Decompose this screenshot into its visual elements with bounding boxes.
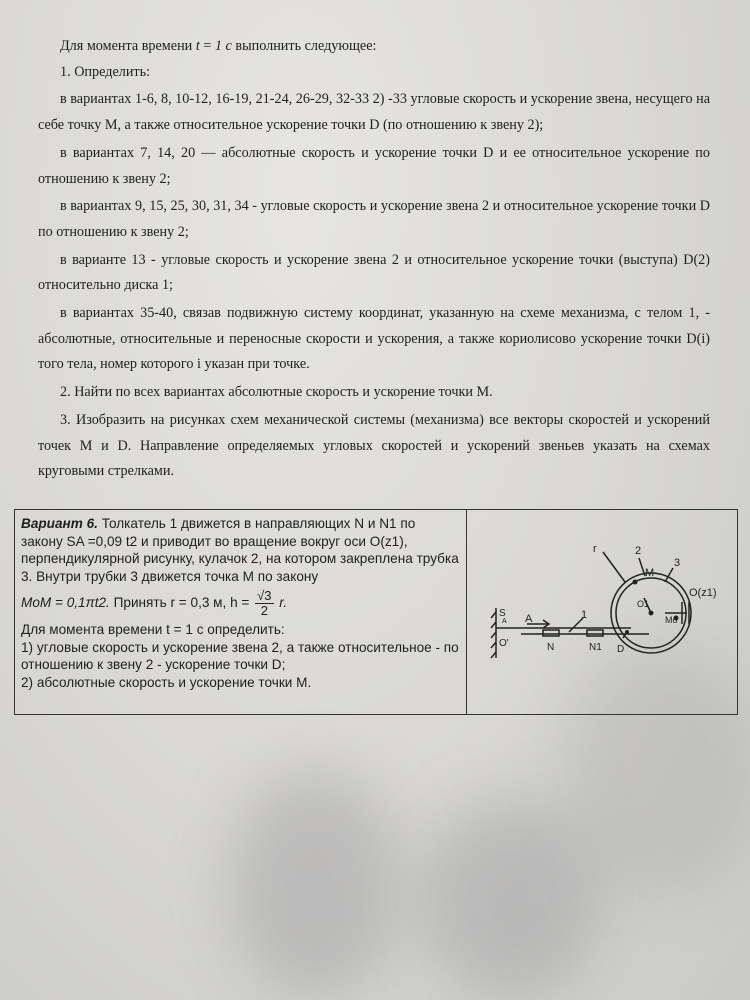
guide-N xyxy=(543,630,559,636)
label-S-sub: A xyxy=(502,618,507,625)
paragraph-variants-general: в вариантах 1-6, 8, 10-12, 16-19, 21-24, 26-29, 32-33 2) -33 угловые скорость и ускорение звена, несущего на себе точку М, а также относительное ускорение точки D (по отношению к звену 2); xyxy=(38,91,710,134)
label-1: 1 xyxy=(581,609,588,621)
instructions-block xyxy=(38,34,710,485)
law-lhs: MoM = 0,1πt2. xyxy=(21,595,110,611)
leader-3 xyxy=(665,568,673,582)
item1-title: 1. Определить: xyxy=(60,63,151,80)
axis-point-O1 xyxy=(649,611,654,616)
fraction-numerator: √3 xyxy=(257,588,272,603)
paragraph-variants-35-40: в вариантах 35-40, связав подвижную систему координат, указанную на схеме механизма, с телом 1, - абсолютные, относительные и переносные скорости и ускорения, а также кориолисово ускорение точки D(i) того тела, номер которого i указан при точке. xyxy=(38,305,710,373)
law-mid: Принять r = 0,3 м, h = xyxy=(113,595,250,611)
mechanism-diagram-cell xyxy=(469,510,737,714)
label-O1: O1 xyxy=(637,599,650,609)
label-Oz: O(z1) xyxy=(689,587,717,599)
label-D: D xyxy=(617,644,625,655)
label-N1: N1 xyxy=(589,642,602,653)
task-intro: Для момента времени t = 1 с определить: xyxy=(21,622,285,637)
fraction-denominator: 2 xyxy=(260,603,268,618)
variant-table xyxy=(14,509,738,715)
label-N: N xyxy=(547,642,555,653)
paragraph-variants-9-15: в вариантах 9, 15, 25, 30, 31, 34 - угловые скорость и ускорение звена 2 и относительное ускорение точки D по отношению к звену 2; xyxy=(38,198,710,240)
shadow-patch xyxy=(230,770,400,1000)
variant-description xyxy=(21,515,460,585)
label-A: A xyxy=(525,613,533,625)
paragraph-variants-7-14-20: в вариантах 7, 14, 20 — абсолютные скорость и ускорение точки D и ее относительное ускорение по отношению к звену 2; xyxy=(38,144,710,187)
label-3: 3 xyxy=(674,557,681,569)
item3-text: 3. Изобразить на рисунках схем механической системы (механизма) все векторы скоростей и ускорений точек М и D. Направление определяемых угловых скоростей и ускорений звеньев указать на схемах круговыми стрелками. xyxy=(38,411,710,480)
guide-N1 xyxy=(587,630,603,636)
instructions-heading: Для момента времени t = 1 с выполнить следующее: xyxy=(60,38,377,54)
point-D xyxy=(625,630,629,634)
label-M: M xyxy=(645,567,655,579)
mechanism-diagram xyxy=(469,510,737,714)
label-2: 2 xyxy=(635,545,642,557)
variant-line1: Толкатель 1 движется в направляющих N и N1 по закону SA =0,09 t2 и приводит во вращение вокруг оси O(z1), перпендикулярной рисунку, кулачок 2, на котором закреплена трубка 3. Внутри трубки 3 движется точка М по закону xyxy=(21,516,459,584)
label-r: r xyxy=(593,543,597,555)
variant-text-cell xyxy=(15,510,467,714)
law-end: r. xyxy=(279,595,288,611)
paragraph-variant-13: в варианте 13 - угловые скорость и ускорение звена 2 и относительное ускорение точки (выступа) D(2) относительно диска 1; xyxy=(38,251,710,294)
variant-law xyxy=(21,589,460,618)
fraction xyxy=(255,589,273,618)
point-M xyxy=(633,580,638,585)
task-2: 2) абсолютные скорость и ускорение точки М. xyxy=(21,674,312,690)
variant-title: Вариант 6. xyxy=(21,516,98,531)
task-1: 1) угловые скорость и ускорение звена 2, а также относительное - по отношению к звену 2 - ускорение точки D; xyxy=(21,639,459,672)
label-S: S xyxy=(499,608,506,619)
label-M0: Mo xyxy=(665,615,678,625)
leader-r xyxy=(603,552,625,582)
item2-text: 2. Найти по всех вариантах абсолютные скорость и ускорение точки М. xyxy=(60,384,493,401)
label-O-prime: O' xyxy=(499,638,509,649)
